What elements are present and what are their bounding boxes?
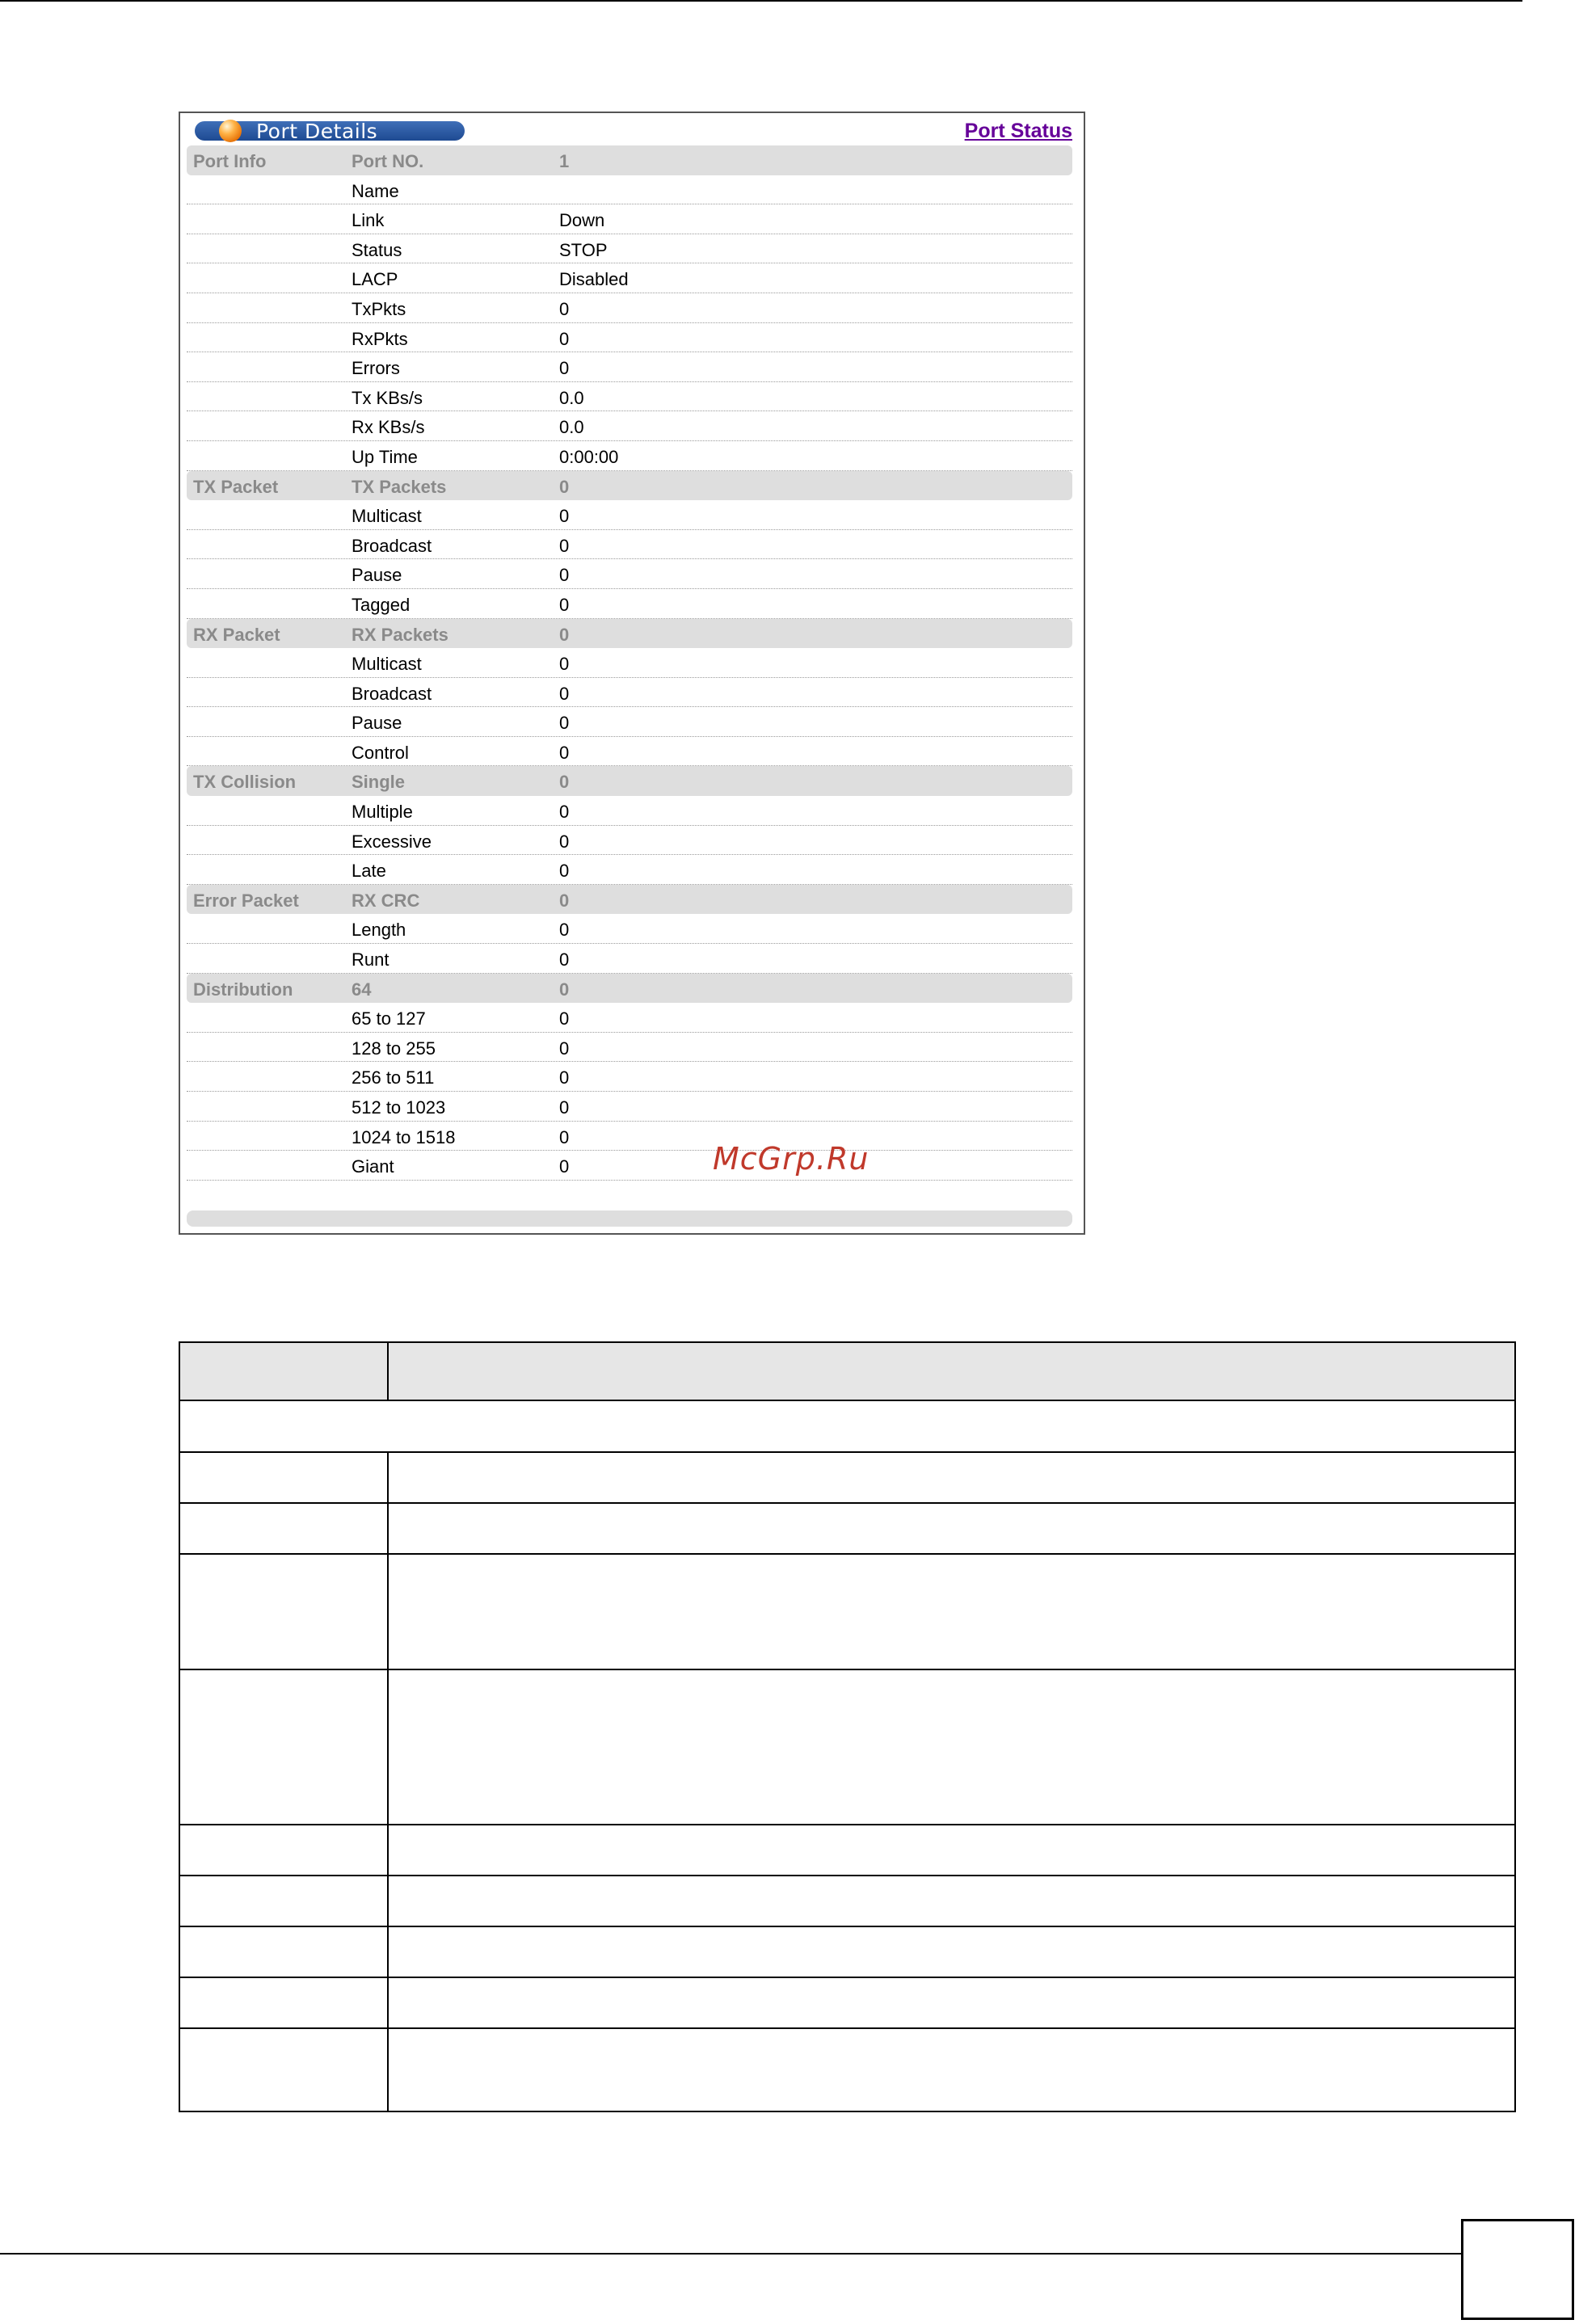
section-header-row xyxy=(187,766,1072,796)
field-label: 128 to 255 xyxy=(352,1038,436,1059)
field-label: Control xyxy=(352,742,409,763)
port-details-rows xyxy=(187,145,1072,1181)
detail-row xyxy=(187,1062,1072,1092)
top-rule xyxy=(0,0,1522,2)
detail-row xyxy=(187,1003,1072,1033)
table-row xyxy=(179,1876,1515,1926)
field-value: 0 xyxy=(559,358,570,379)
header-cell-description xyxy=(388,1342,1515,1400)
field-value: 0 xyxy=(559,890,570,911)
detail-row xyxy=(187,678,1072,708)
field-value: 0 xyxy=(559,979,570,1000)
detail-row xyxy=(187,1151,1072,1181)
detail-row xyxy=(187,559,1072,589)
table-header-row xyxy=(179,1342,1515,1400)
table-cell xyxy=(179,1400,1515,1452)
field-label: 512 to 1023 xyxy=(352,1097,446,1118)
field-label: Multiple xyxy=(352,802,413,823)
field-label: Runt xyxy=(352,949,389,970)
table-cell xyxy=(388,1503,1515,1554)
table-cell xyxy=(179,1977,388,2028)
section-header-row xyxy=(187,619,1072,649)
field-value: 0 xyxy=(559,476,570,497)
field-value: 0 xyxy=(559,920,570,941)
detail-row xyxy=(187,944,1072,974)
bottom-rule xyxy=(0,2253,1461,2255)
field-label: Tx KBs/s xyxy=(352,387,423,408)
field-value: 1 xyxy=(559,151,570,171)
panel-footer xyxy=(187,1210,1072,1227)
page-number-box xyxy=(1461,2219,1574,2320)
field-value: 0 xyxy=(559,772,570,793)
field-value: STOP xyxy=(559,239,608,260)
detail-row xyxy=(187,234,1072,264)
field-label: Up Time xyxy=(352,446,418,467)
field-value: 0 xyxy=(559,565,570,586)
field-label: Errors xyxy=(352,358,400,379)
field-value: 0:00:00 xyxy=(559,446,619,467)
section-label: Error Packet xyxy=(193,890,299,911)
detail-row xyxy=(187,204,1072,234)
field-label: Multicast xyxy=(352,654,422,675)
field-label: Broadcast xyxy=(352,535,432,556)
table-cell xyxy=(179,1554,388,1669)
section-header-row xyxy=(187,974,1072,1004)
field-value: 0 xyxy=(559,624,570,645)
table-row xyxy=(179,1452,1515,1503)
field-value: 0.0 xyxy=(559,387,584,408)
field-value: 0 xyxy=(559,594,570,615)
section-label: RX Packet xyxy=(193,624,280,645)
detail-row xyxy=(187,826,1072,856)
field-label: RxPkts xyxy=(352,328,408,349)
table-row xyxy=(179,1503,1515,1554)
field-label: Length xyxy=(352,920,406,941)
detail-row xyxy=(187,707,1072,737)
table-cell xyxy=(179,1825,388,1876)
field-label: 65 to 127 xyxy=(352,1008,426,1029)
detail-row xyxy=(187,1092,1072,1122)
detail-row xyxy=(187,1033,1072,1063)
field-value: 0 xyxy=(559,535,570,556)
detail-row xyxy=(187,382,1072,412)
field-label: Broadcast xyxy=(352,683,432,704)
field-label: Excessive xyxy=(352,831,432,852)
field-label: TxPkts xyxy=(352,298,406,319)
section-label: TX Collision xyxy=(193,772,297,793)
detail-row xyxy=(187,323,1072,353)
detail-row xyxy=(187,352,1072,382)
field-label: Multicast xyxy=(352,506,422,527)
field-value: 0 xyxy=(559,1156,570,1177)
field-value: Down xyxy=(559,210,605,231)
table-cell xyxy=(388,1452,1515,1503)
field-value: 0 xyxy=(559,298,570,319)
section-header-row xyxy=(187,471,1072,501)
header-cell-label xyxy=(179,1342,388,1400)
detail-row xyxy=(187,530,1072,560)
field-label: RX CRC xyxy=(352,890,420,911)
detail-row xyxy=(187,589,1072,619)
table-cell xyxy=(388,1825,1515,1876)
field-label: 256 to 511 xyxy=(352,1067,435,1088)
section-label: TX Packet xyxy=(193,476,279,497)
table-row xyxy=(179,1977,1515,2028)
detail-row xyxy=(187,737,1072,767)
section-label: Port Info xyxy=(193,151,267,171)
table-row xyxy=(179,1825,1515,1876)
detail-row xyxy=(187,500,1072,530)
section-header-row xyxy=(187,885,1072,915)
watermark: McGrp.Ru xyxy=(713,1141,870,1177)
table-cell xyxy=(179,1503,388,1554)
field-label: Tagged xyxy=(352,594,411,615)
table-cell xyxy=(388,1977,1515,2028)
detail-row xyxy=(187,293,1072,323)
section-label: Distribution xyxy=(193,979,293,1000)
orange-ball-icon xyxy=(219,120,242,142)
panel-title: Port Details xyxy=(256,120,378,143)
detail-row xyxy=(187,796,1072,826)
field-label: 1024 to 1518 xyxy=(352,1126,456,1147)
field-value: Disabled xyxy=(559,269,629,290)
detail-row xyxy=(187,263,1072,293)
table-row xyxy=(179,1554,1515,1669)
table-cell xyxy=(179,1926,388,1977)
table-cell xyxy=(388,2028,1515,2111)
detail-row xyxy=(187,1122,1072,1151)
field-value: 0 xyxy=(559,861,570,882)
table-row xyxy=(179,2028,1515,2111)
table-cell xyxy=(388,1926,1515,1977)
field-label: LACP xyxy=(352,269,398,290)
field-value: 0 xyxy=(559,1097,570,1118)
port-status-link[interactable]: Port Status xyxy=(964,120,1072,142)
field-value: 0 xyxy=(559,742,570,763)
detail-row xyxy=(187,441,1072,471)
field-value: 0 xyxy=(559,1008,570,1029)
field-label: Status xyxy=(352,239,402,260)
field-value: 0 xyxy=(559,683,570,704)
field-label: TX Packets xyxy=(352,476,447,497)
field-value: 0.0 xyxy=(559,417,584,438)
field-label: Single xyxy=(352,772,406,793)
detail-row xyxy=(187,648,1072,678)
field-value: 0 xyxy=(559,654,570,675)
table-cell xyxy=(179,1876,388,1926)
table-cell xyxy=(179,1669,388,1825)
field-label: Name xyxy=(352,180,399,201)
field-value: 0 xyxy=(559,1038,570,1059)
table-cell xyxy=(179,2028,388,2111)
field-label: 64 xyxy=(352,979,372,1000)
field-label: Pause xyxy=(352,565,402,586)
table-cell xyxy=(388,1554,1515,1669)
field-label: Late xyxy=(352,861,386,882)
panel-header xyxy=(188,116,1077,142)
field-value: 0 xyxy=(559,949,570,970)
field-label: Giant xyxy=(352,1156,394,1177)
description-table xyxy=(179,1341,1516,2112)
field-label: Rx KBs/s xyxy=(352,417,425,438)
field-value: 0 xyxy=(559,713,570,734)
section-header-row xyxy=(187,145,1072,175)
field-label: Port NO. xyxy=(352,151,424,171)
detail-row xyxy=(187,411,1072,441)
detail-row xyxy=(187,175,1072,205)
field-label: Link xyxy=(352,210,385,231)
field-label: RX Packets xyxy=(352,624,448,645)
table-row xyxy=(179,1400,1515,1452)
table-cell xyxy=(388,1876,1515,1926)
field-value: 0 xyxy=(559,1126,570,1147)
field-value: 0 xyxy=(559,802,570,823)
field-value: 0 xyxy=(559,506,570,527)
table-cell xyxy=(179,1452,388,1503)
field-value: 0 xyxy=(559,1067,570,1088)
field-label: Pause xyxy=(352,713,402,734)
table-cell xyxy=(388,1669,1515,1825)
field-value: 0 xyxy=(559,328,570,349)
field-value: 0 xyxy=(559,831,570,852)
port-details-panel xyxy=(179,112,1085,1235)
table-row xyxy=(179,1669,1515,1825)
detail-row xyxy=(187,855,1072,885)
table-row xyxy=(179,1926,1515,1977)
detail-row xyxy=(187,914,1072,944)
